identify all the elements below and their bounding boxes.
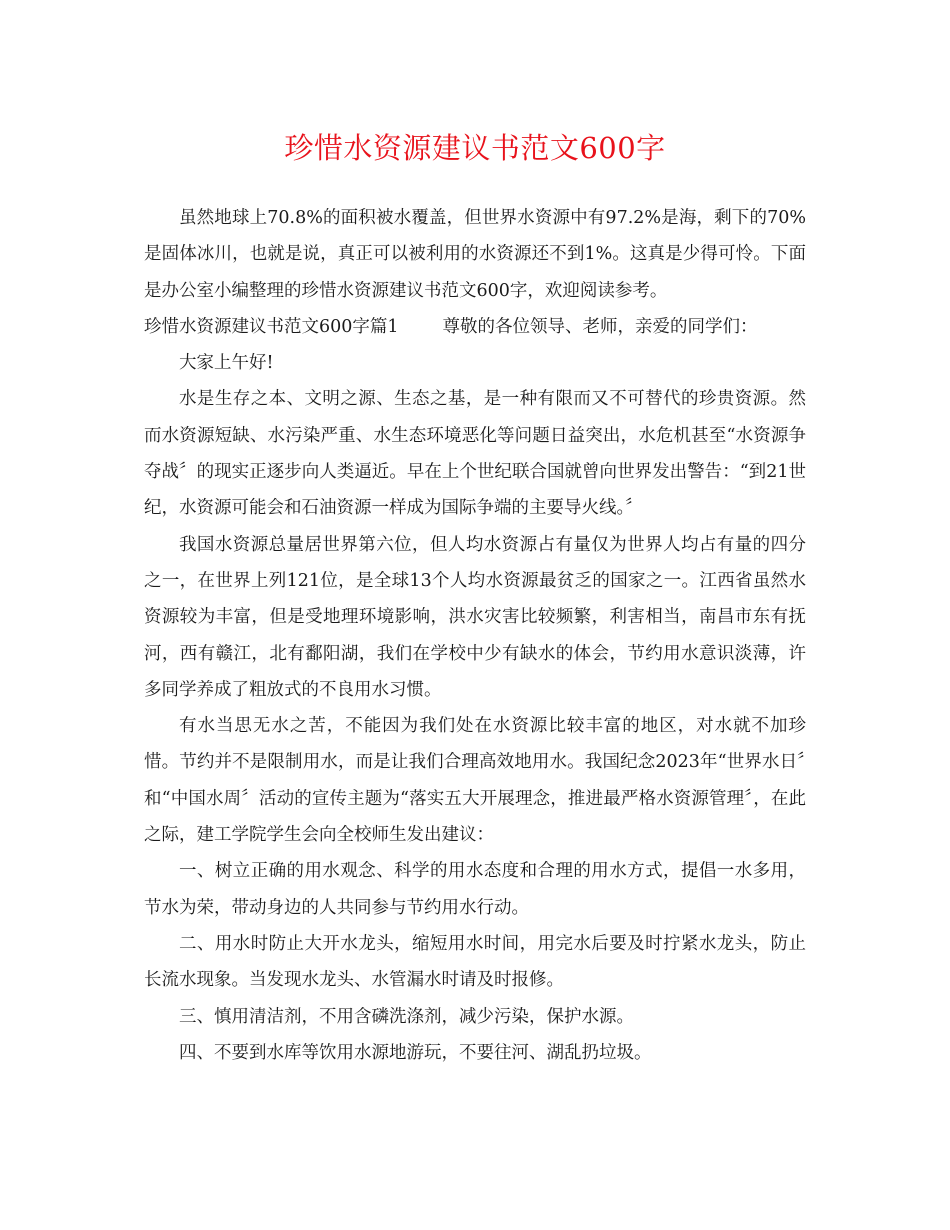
document-body [144, 200, 806, 1071]
proposal-item-1: 一、树立正确的用水观念、科学的用水态度和合理的用水方式，提倡一水多用，节水为荣，带动身边的人共同参与节约用水行动。 [144, 861, 806, 918]
intro-paragraph: 虽然地球上70.8%的面积被水覆盖，但世界水资源中有97.2%是海，剩下的70%是固体冰川，也就是说，真正可以被利用的水资源还不到1%。这真是少得可怜。下面是办公室小编整理的珍惜水资源建议书范文600字，欢迎阅读参考。 [144, 208, 806, 301]
proposal-item-4: 四、不要到水库等饮用水源地游玩，不要往河、湖乱扔垃圾。 [179, 1042, 652, 1063]
proposal-item-2: 二、用水时防止大开水龙头，缩短用水时间，用完水后要及时拧紧水龙头，防止长流水现象。当发现水龙头、水管漏水时请及时报修。 [144, 933, 806, 991]
document-title: 珍惜水资源建议书范文600字 [284, 131, 666, 165]
section-heading: 珍惜水资源建议书范文600字篇1 [144, 316, 399, 337]
proposal-item-3: 三、慎用清洁剂，不用含磷洗涤剂，减少污染，保护水源。 [179, 1006, 634, 1027]
salutation: 尊敬的各位领导、老师，亲爱的同学们： [442, 316, 758, 337]
paragraph-3: 有水当思无水之苦，不能因为我们处在水资源比较丰富的地区，对水就不加珍惜。节约并不是限制用水，而是让我们合理高效地用水。我国纪念2023年“世界水日〞和“中国水周〞活动的宣传主题为“落实五大开展理念，推进最严格水资源管理〞，在此之际，建工学院学生会向全校师生发出建议： [144, 716, 806, 846]
paragraph-2: 我国水资源总量居世界第六位，但人均水资源占有量仅为世界人均占有量的四分之一，在世界上列121位，是全球13个人均水资源最贫乏的国家之一。江西省虽然水资源较为丰富，但是受地理环境影响，洪水灾害比较频繁，利害相当，南昌市东有抚河，西有赣江，北有鄱阳湖，我们在学校中少有缺水的体会，节约用水意识淡薄，许多同学养成了粗放式的不良用水习惯。 [144, 534, 806, 700]
paragraph-1: 水是生存之本、文明之源、生态之基，是一种有限而又不可替代的珍贵资源。然而水资源短缺、水污染严重、水生态环境恶化等问题日益突出，水危机甚至“水资源争夺战〞的现实正逐步向人类逼近。早在上个世纪联合国就曾向世界发出警告：“到21世纪，水资源可能会和石油资源一样成为国际争端的主要导火线。〞 [144, 389, 806, 519]
greeting: 大家上午好! [179, 353, 274, 374]
section-heading-line [144, 309, 806, 345]
